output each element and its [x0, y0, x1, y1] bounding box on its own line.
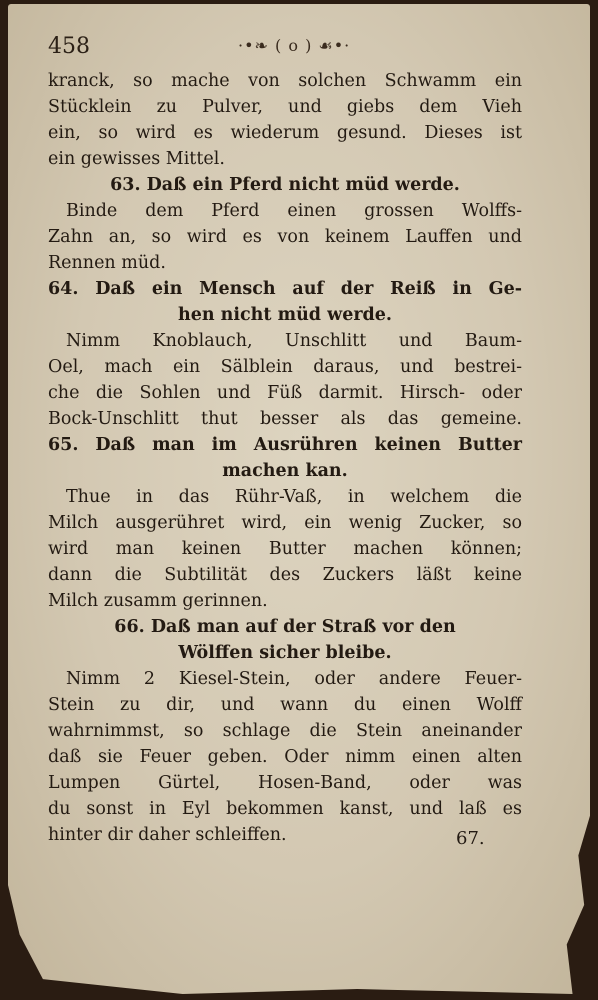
text-line: Zahn an, so wird es von keinem Lauffen und [48, 227, 522, 247]
text-line: daß sie Feuer geben. Oder nimm einen alten [48, 747, 522, 767]
text-line: du sonst in Eyl bekommen kanst, und laß es [48, 799, 522, 819]
text-line: Bock-Unschlitt thut besser als das gemeine. [48, 409, 522, 429]
text-line: Rennen müd. [48, 253, 166, 273]
text-line: Oel, mach ein Sälblein daraus, und bestrei- [48, 357, 522, 377]
section-heading-64-cont: hen nicht müd werde. [177, 305, 393, 325]
section-heading-66-cont: Wölffen sicher bleibe. [178, 643, 392, 663]
text-line: dann die Subtilität des Zuckers läßt keine [48, 565, 522, 585]
text-line: Milch ausgerühret wird, ein wenig Zucker, so [48, 513, 522, 533]
page-header [48, 34, 518, 64]
section-heading-66: 66. Daß man auf der Straß vor den [114, 617, 456, 637]
text-line: Binde dem Pferd einen grossen Wolffs- [66, 201, 522, 221]
text-line: kranck, so mache von solchen Schwamm ein [48, 71, 522, 91]
body-text [48, 68, 522, 848]
text-line: ein, so wird es wiederum gesund. Dieses ist [48, 123, 522, 143]
text-line: Nimm Knoblauch, Unschlitt und Baum- [66, 331, 522, 351]
text-line: Stücklein zu Pulver, und giebs dem Vieh [48, 97, 522, 117]
header-ornament: ·•❧ ( o ) ☙•· [238, 36, 351, 55]
text-line: Milch zusamm gerinnen. [48, 591, 268, 611]
catchword: 67. [456, 828, 485, 849]
section-heading-64: 64. Daß ein Mensch auf der Reiß in Ge- [48, 279, 522, 299]
section-heading-63: 63. Daß ein Pferd nicht müd werde. [110, 175, 460, 195]
text-line: Stein zu dir, und wann du einen Wolff [48, 695, 522, 715]
section-heading-65: 65. Daß man im Ausrühren keinen Butter [48, 435, 522, 455]
text-line: Nimm 2 Kiesel-Stein, oder andere Feuer- [66, 669, 522, 689]
section-heading-65-cont: machen kan. [222, 461, 348, 481]
text-line: Thue in das Rühr-Vaß, in welchem die [66, 487, 522, 507]
text-line: che die Sohlen und Füß darmit. Hirsch- oder [48, 383, 522, 403]
text-line: ein gewisses Mittel. [48, 149, 225, 169]
text-line: Lumpen Gürtel, Hosen-Band, oder was [48, 773, 522, 793]
text-line: wird man keinen Butter machen können; [48, 539, 522, 559]
text-line: hinter dir daher schleiffen. [48, 825, 287, 845]
text-line: wahrnimmst, so schlage die Stein aneinander [48, 721, 522, 741]
page-number: 458 [48, 34, 90, 59]
